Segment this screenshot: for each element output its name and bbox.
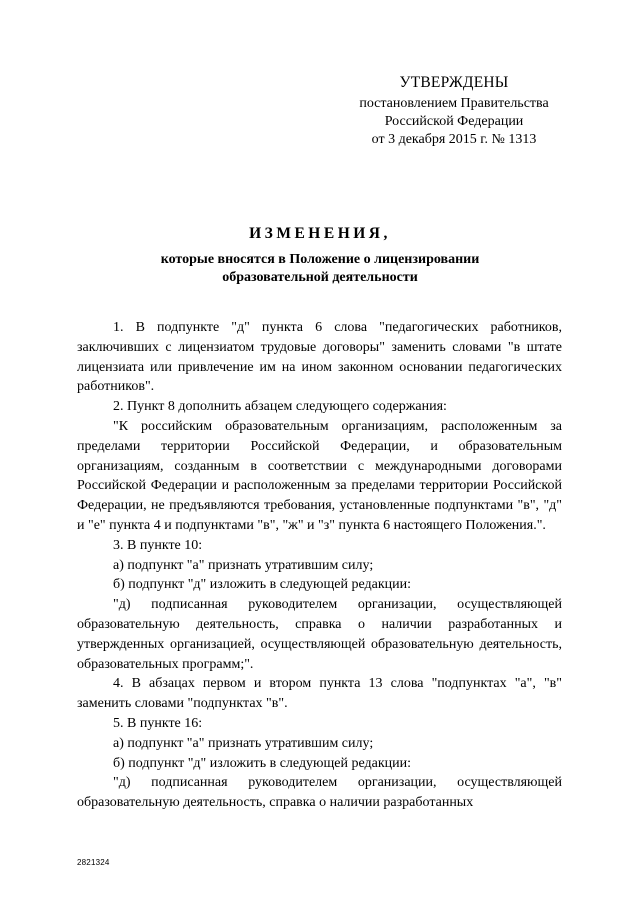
- approval-line-2: Российской Федерации: [384, 114, 524, 129]
- approval-block: [332, 74, 576, 149]
- paragraph-quote-3: "д) подписанная руководителем организации, осуществляющей образовательную деятельность, справка о наличии разработанных: [77, 775, 562, 811]
- document-subtitle: [70, 251, 570, 287]
- subparagraph-3b: б) подпункт "д" изложить в следующей редакции:: [113, 577, 412, 593]
- subtitle-line-1: которые вносятся в Положение о лицензировании: [160, 252, 480, 267]
- subparagraph-5a: а) подпункт "а" признать утратившим силу;: [113, 735, 374, 751]
- approval-title: УТВЕРЖДЕНЫ: [399, 74, 509, 91]
- subparagraph-3a: а) подпункт "а" признать утратившим силу;: [113, 557, 374, 573]
- paragraph-item-5: 5. В пункте 16:: [113, 715, 203, 731]
- approval-line-3: от 3 декабря 2015 г. № 1313: [371, 132, 537, 147]
- subtitle-line-2: образовательной деятельности: [222, 270, 418, 285]
- paragraph-item-2: 2. Пункт 8 дополнить абзацем следующего содержания:: [113, 399, 447, 415]
- paragraph-item-4: 4. В абзацах первом и втором пункта 13 слова "подпунктах "а", "в" заменить словами "подпунктах "в".: [77, 676, 562, 712]
- paragraph-quote-1: "К российским образовательным организациям, расположенным за пределами территории Российской Федерации, и образовательным организациям, созданным в соответствии с международными договорами Российской Федерации и расположенным за пределами территории Российской Федерации, не предъявляются требования, установленные подпунктами "в", "д" и "е" пункта 4 и подпунктами "в", "ж" и "з" пункта 6 настоящего Положения.".: [77, 418, 562, 533]
- document-title: ИЗМЕНЕНИЯ,: [249, 225, 391, 242]
- subparagraph-5b: б) подпункт "д" изложить в следующей редакции:: [113, 755, 412, 771]
- paragraph-item-3: 3. В пункте 10:: [113, 537, 203, 553]
- paragraph-item-1: 1. В подпункте "д" пункта 6 слова "педагогических работников, заключивших с лицензиатом трудовые договоры" заменить словами "в штате лицензиата или привлечение им на ином законном основании педагогических работников".: [77, 320, 562, 395]
- paragraph-quote-2: "д) подписанная руководителем организации, осуществляющей образовательную деятельность, справка о наличии разработанных и утвержденных организацией, осуществляющей образовательную деятельность, образовательных программ;".: [77, 597, 562, 672]
- approval-line-1: постановлением Правительства: [359, 96, 549, 111]
- document-code: 2821324: [77, 858, 110, 867]
- document-body: [77, 318, 562, 813]
